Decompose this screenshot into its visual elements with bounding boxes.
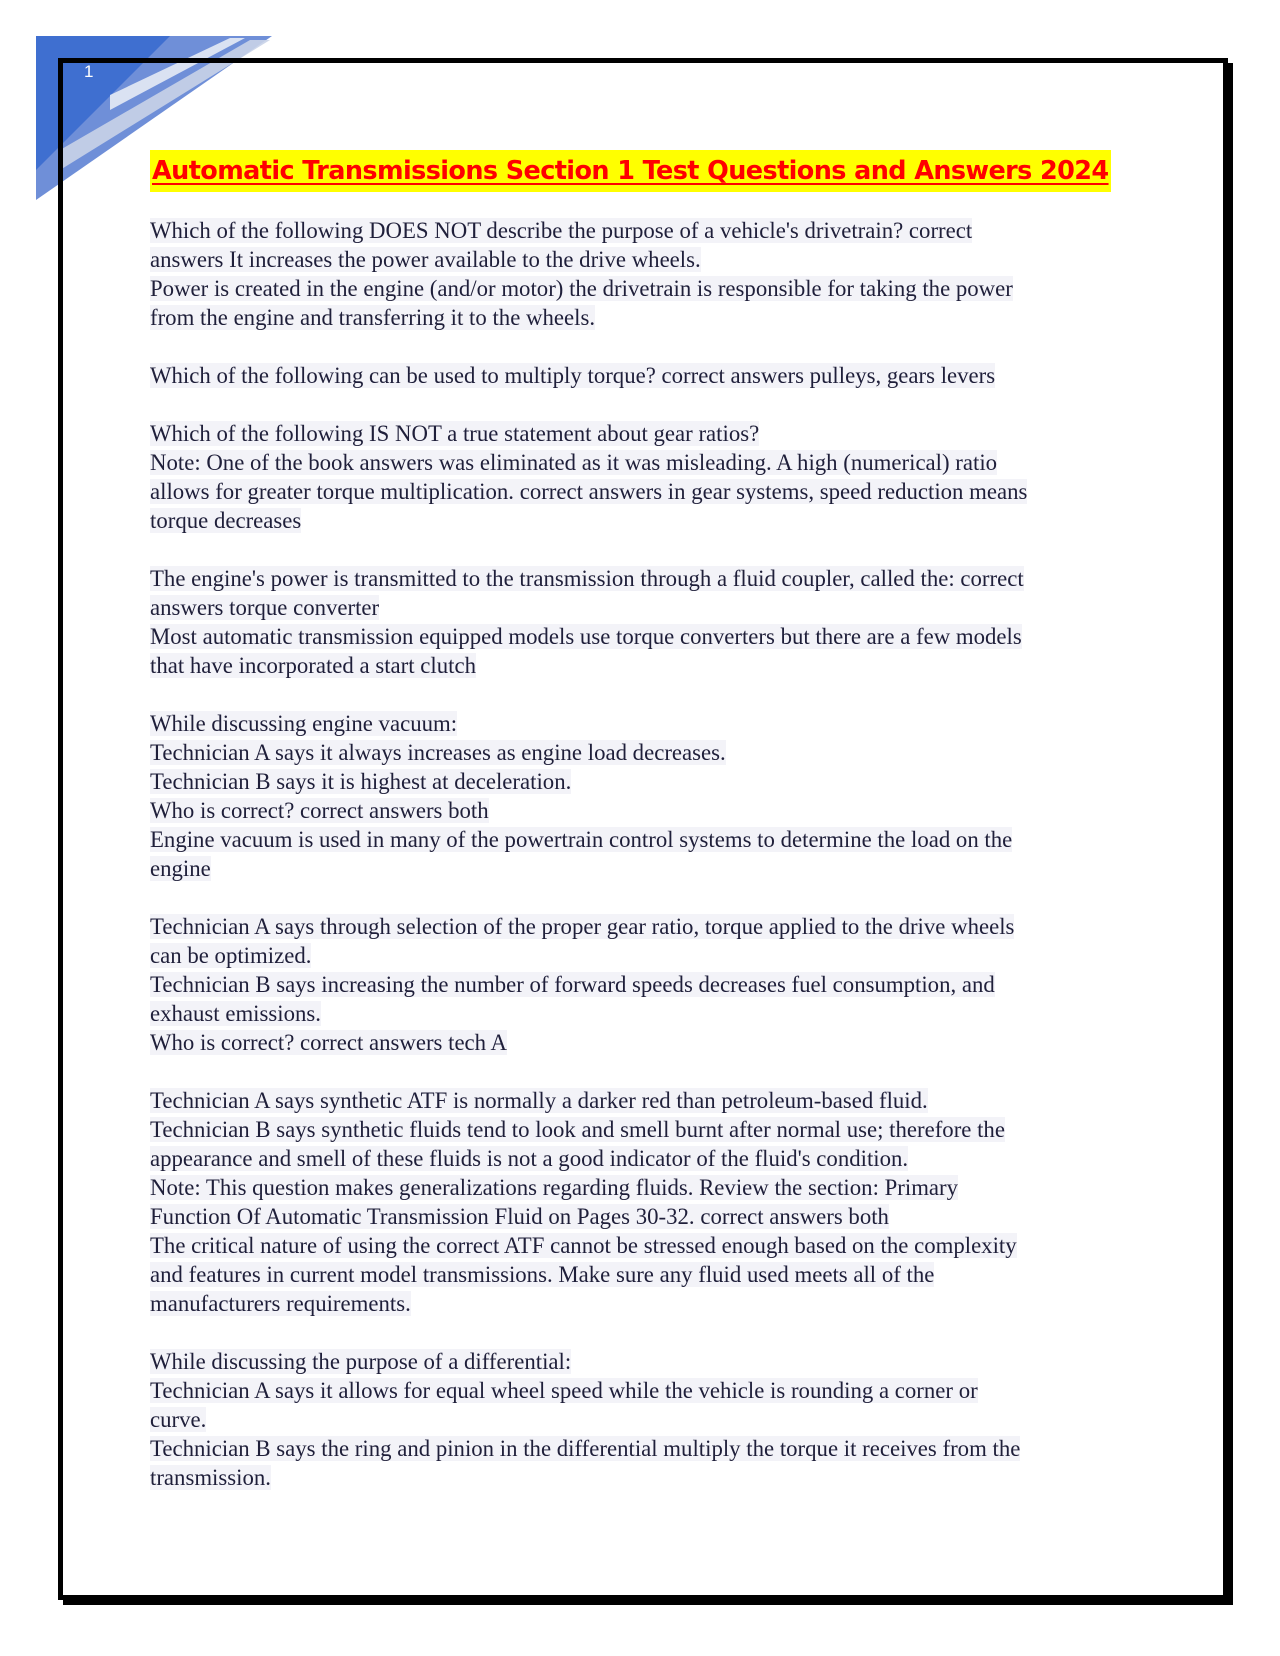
text-line — [150, 651, 1130, 680]
text-line — [150, 1231, 1130, 1260]
text-line-content: Who is correct? correct answers both — [150, 798, 489, 823]
text-line — [150, 941, 1130, 970]
text-line-content: While discussing engine vacuum: — [150, 711, 458, 736]
text-line — [150, 912, 1130, 941]
text-line-content: exhaust emissions. — [150, 1001, 321, 1026]
text-line-content: Technician A says synthetic ATF is normally a darker red than petroleum-based fluid. — [150, 1088, 928, 1113]
text-line-content: appearance and smell of these fluids is not a good indicator of the fluid's condition. — [150, 1146, 909, 1171]
text-line-content: Technician A says through selection of the proper gear ratio, torque applied to the drive wheels — [150, 914, 1015, 939]
text-line — [150, 1115, 1130, 1144]
text-line-content: Technician A says it always increases as engine load decreases. — [150, 740, 726, 765]
text-line — [150, 825, 1130, 854]
qa-block — [150, 216, 1130, 332]
text-line — [150, 1086, 1130, 1115]
text-line-content: manufacturers requirements. — [150, 1291, 411, 1316]
text-line — [150, 970, 1130, 999]
text-line — [150, 1260, 1130, 1289]
text-line — [150, 796, 1130, 825]
text-line-content: Technician B says synthetic fluids tend to look and smell burnt after normal use; therefore the — [150, 1117, 1005, 1142]
text-line — [150, 709, 1130, 738]
text-line — [150, 361, 1130, 390]
text-line — [150, 1376, 1130, 1405]
text-line — [150, 1434, 1130, 1463]
text-line — [150, 477, 1130, 506]
text-line-content: Which of the following can be used to multiply torque? correct answers pulleys, gears levers — [150, 363, 996, 388]
qa-block — [150, 361, 1130, 390]
text-line-content: Note: One of the book answers was eliminated as it was misleading. A high (numerical) ratio — [150, 450, 998, 475]
text-line — [150, 767, 1130, 796]
text-line — [150, 419, 1130, 448]
document-body — [150, 150, 1130, 1521]
page-title: Automatic Transmissions Section 1 Test Questions and Answers 2024 — [150, 150, 1111, 192]
text-line-content: Power is created in the engine (and/or motor) the drivetrain is responsible for taking the power — [150, 276, 1013, 301]
text-line — [150, 216, 1130, 245]
text-line-content: Which of the following DOES NOT describe the purpose of a vehicle's drivetrain? correct — [150, 218, 973, 243]
text-line — [150, 622, 1130, 651]
text-line-content: Technician A says it allows for equal wheel speed while the vehicle is rounding a corner or — [150, 1378, 978, 1403]
text-line-content: Function Of Automatic Transmission Fluid on Pages 30-32. correct answers both — [150, 1204, 889, 1229]
text-line — [150, 1405, 1130, 1434]
text-line-content: Most automatic transmission equipped models use torque converters but there are a few models — [150, 624, 1022, 649]
text-line-content: Which of the following IS NOT a true statement about gear ratios? — [150, 421, 760, 446]
text-line-content: answers It increases the power available to the drive wheels. — [150, 247, 701, 272]
qa-block — [150, 912, 1130, 1057]
text-line-content: Who is correct? correct answers tech A — [150, 1030, 507, 1055]
text-line-content: allows for greater torque multiplication. correct answers in gear systems, speed reduction means — [150, 479, 1028, 504]
text-line — [150, 245, 1130, 274]
text-line-content: torque decreases — [150, 508, 302, 533]
text-line — [150, 593, 1130, 622]
qa-block — [150, 419, 1130, 535]
text-line-content: answers torque converter — [150, 595, 380, 620]
text-line — [150, 1347, 1130, 1376]
text-line — [150, 274, 1130, 303]
text-line — [150, 303, 1130, 332]
qa-list — [150, 216, 1130, 1492]
text-line — [150, 1463, 1130, 1492]
text-line — [150, 448, 1130, 477]
text-line-content: transmission. — [150, 1465, 271, 1490]
text-line — [150, 738, 1130, 767]
text-line-content: Note: This question makes generalizations regarding fluids. Review the section: Primary — [150, 1175, 959, 1200]
qa-block — [150, 564, 1130, 680]
text-line — [150, 1202, 1130, 1231]
text-line-content: While discussing the purpose of a differential: — [150, 1349, 572, 1374]
text-line — [150, 999, 1130, 1028]
qa-block — [150, 1347, 1130, 1492]
text-line — [150, 1028, 1130, 1057]
text-line — [150, 1173, 1130, 1202]
text-line-content: curve. — [150, 1407, 207, 1432]
text-line-content: Engine vacuum is used in many of the powertrain control systems to determine the load on the — [150, 827, 1013, 852]
text-line-content: and features in current model transmissions. Make sure any fluid used meets all of the — [150, 1262, 935, 1287]
page-number: 1 — [84, 62, 94, 81]
text-line-content: engine — [150, 856, 211, 881]
text-line-content: Technician B says increasing the number of forward speeds decreases fuel consumption, and — [150, 972, 995, 997]
text-line-content: can be optimized. — [150, 943, 312, 968]
text-line — [150, 854, 1130, 883]
text-line-content: Technician B says it is highest at deceleration. — [150, 769, 572, 794]
text-line-content: The engine's power is transmitted to the transmission through a fluid coupler, called the: correct — [150, 566, 1024, 591]
text-line — [150, 506, 1130, 535]
text-line-content: The critical nature of using the correct ATF cannot be stressed enough based on the complexity — [150, 1233, 1017, 1258]
text-line — [150, 1144, 1130, 1173]
text-line-content: Technician B says the ring and pinion in the differential multiply the torque it receives from the — [150, 1436, 1021, 1461]
qa-block — [150, 709, 1130, 883]
qa-block — [150, 1086, 1130, 1318]
text-line-content: from the engine and transferring it to the wheels. — [150, 305, 596, 330]
text-line-content: that have incorporated a start clutch — [150, 653, 476, 678]
text-line — [150, 564, 1130, 593]
text-line — [150, 1289, 1130, 1318]
